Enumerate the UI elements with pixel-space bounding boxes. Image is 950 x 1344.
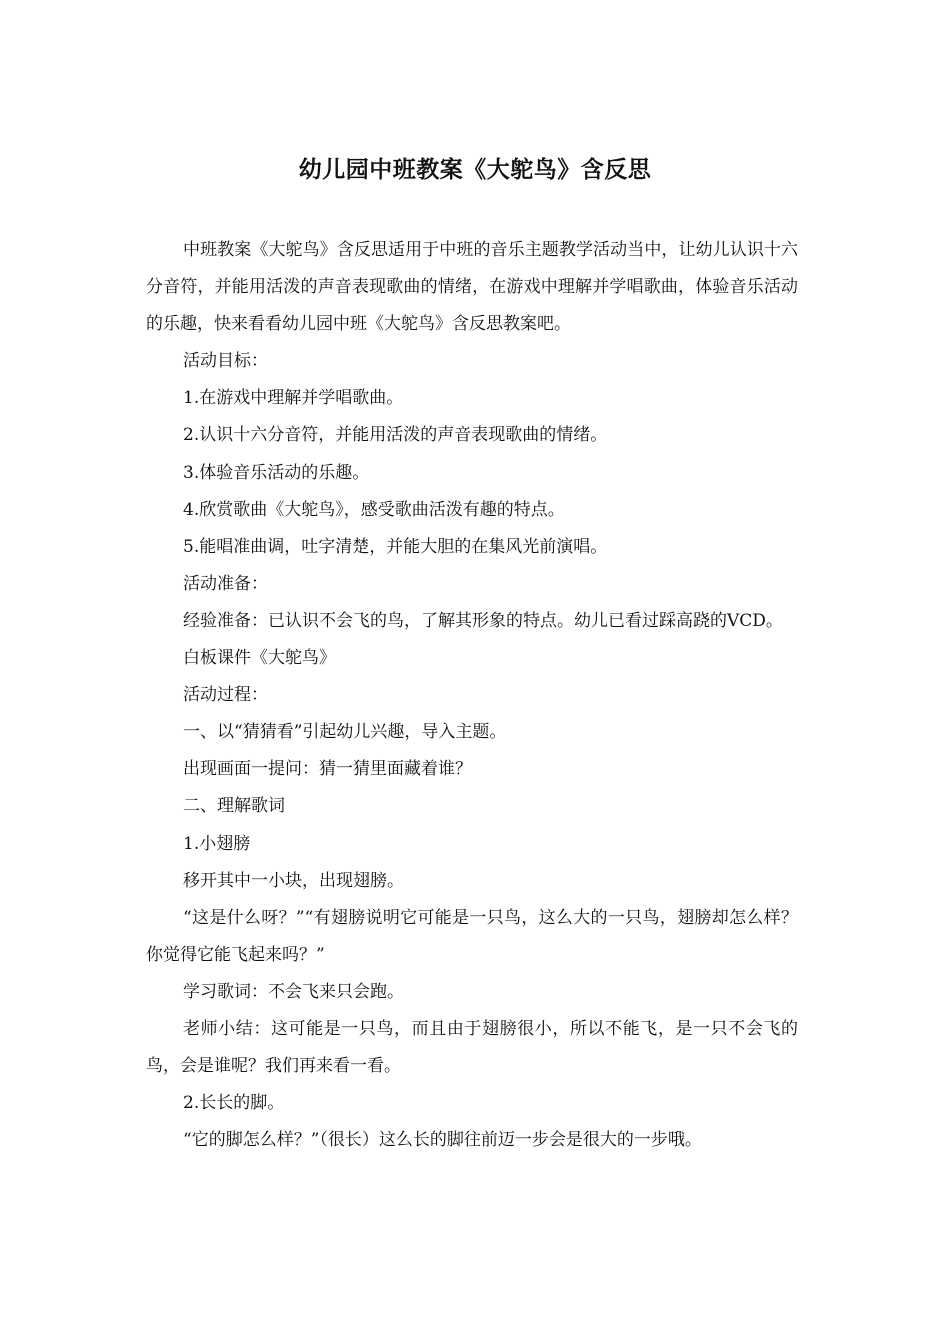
document-title: 幼儿园中班教案《大鸵鸟》含反思 xyxy=(298,157,652,183)
paragraph-substep-legs: 2.长长的脚。 xyxy=(183,1093,285,1114)
paragraph-heading-prep: 活动准备： xyxy=(183,573,268,594)
paragraph-wings-dialogue: “这是什么呀？”“有翅膀说明它可能是一只鸟，这么大的一只鸟，翅膀却怎么样？你觉得它能飞起来吗？” xyxy=(146,907,798,965)
paragraph-goal-2: 2.认识十六分音符，并能用活泼的声音表现歌曲的情绪。 xyxy=(183,425,608,446)
paragraph-goal-1: 1.在游戏中理解并学唱歌曲。 xyxy=(183,388,404,409)
paragraph-step-1: 一、以“猜猜看”引起幼儿兴趣，导入主题。 xyxy=(183,722,507,743)
paragraph-intro: 中班教案《大鸵鸟》含反思适用于中班的音乐主题教学活动当中，让幼儿认识十六分音符，并能用活泼的声音表现歌曲的情绪，在游戏中理解并学唱歌曲，体验音乐活动的乐趣，快来看看幼儿园中班《大鸵鸟》含反思教案吧。 xyxy=(146,240,798,335)
paragraph-step-2: 二、理解歌词 xyxy=(183,796,285,817)
paragraph-heading-process: 活动过程： xyxy=(183,685,268,706)
paragraph-legs-dialogue: “它的脚怎么样？”（很长）这么长的脚往前迈一步会是很大的一步哦。 xyxy=(183,1130,702,1151)
paragraph-question: 出现画面一提问：猜一猜里面藏着谁？ xyxy=(183,759,472,780)
paragraph-lyrics: 学习歌词：不会飞来只会跑。 xyxy=(183,981,404,1002)
paragraph-heading-goals: 活动目标： xyxy=(183,351,268,372)
paragraph-prep-materials: 白板课件《大鸵鸟》 xyxy=(183,648,336,669)
document-body xyxy=(146,232,798,1159)
paragraph-goal-4: 4.欣赏歌曲《大鸵鸟》，感受歌曲活泼有趣的特点。 xyxy=(183,499,565,520)
paragraph-substep-wings: 1.小翅膀 xyxy=(183,833,251,854)
paragraph-prep-experience: 经验准备：已认识不会飞的鸟，了解其形象的特点。幼儿已看过踩高跷的VCD。 xyxy=(183,610,783,631)
paragraph-goal-5: 5.能唱准曲调，吐字清楚，并能大胆的在集风光前演唱。 xyxy=(183,536,608,557)
paragraph-teacher-summary: 老师小结：这可能是一只鸟，而且由于翅膀很小，所以不能飞，是一只不会飞的鸟，会是谁呢？我们再来看一看。 xyxy=(146,1018,798,1077)
paragraph-move-block: 移开其中一小块，出现翅膀。 xyxy=(183,870,404,891)
paragraph-goal-3: 3.体验音乐活动的乐趣。 xyxy=(183,462,370,483)
